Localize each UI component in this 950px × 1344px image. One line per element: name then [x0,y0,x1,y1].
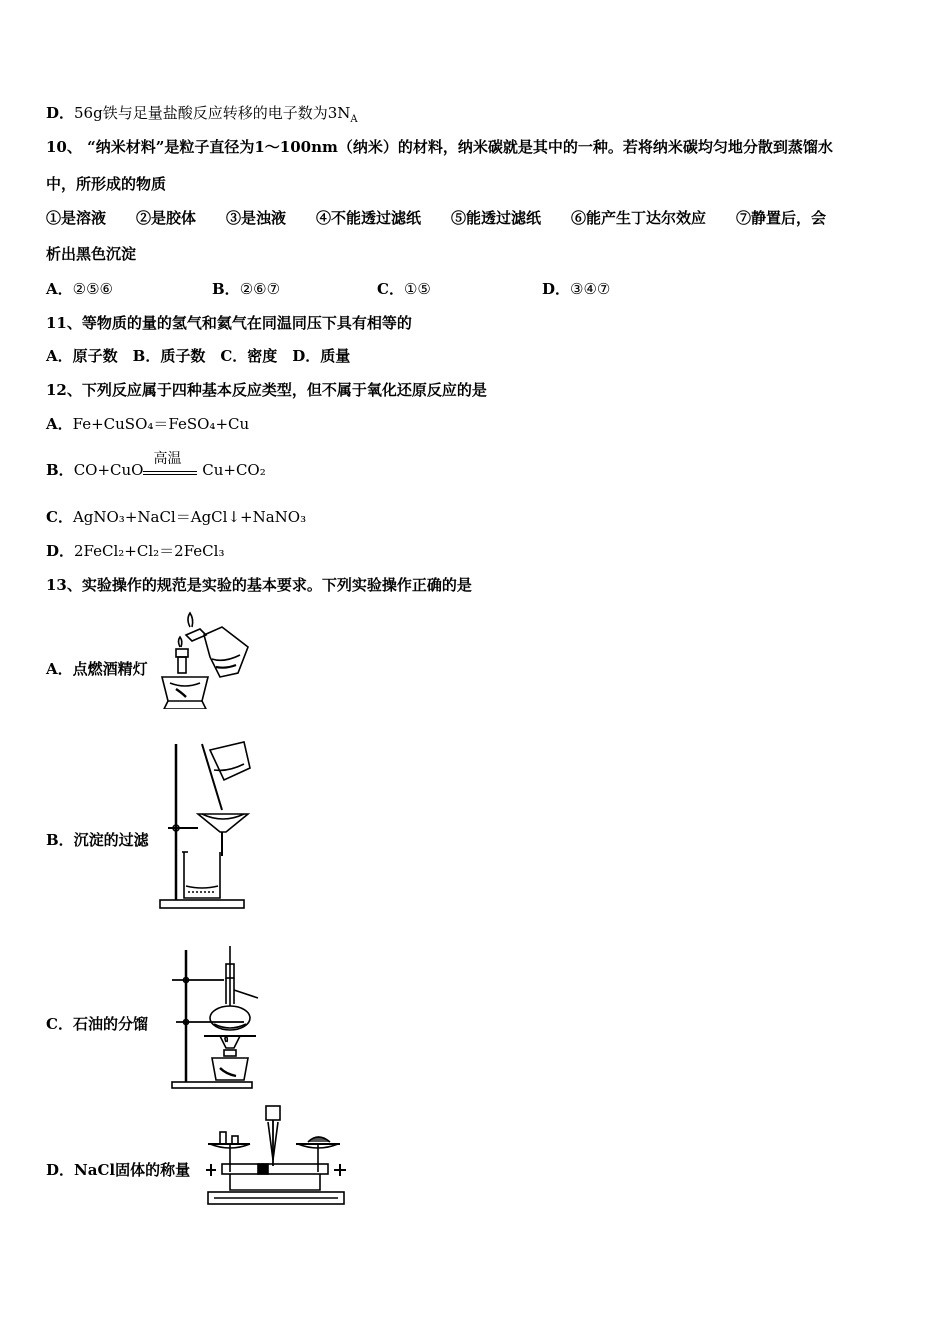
q10-items-line1: ①是溶液 ②是胶体 ③是浊液 ④不能透过滤纸 ⑤能透过滤纸 ⑥能产生丁达尔效应 ⑦静置后，会 [46,209,827,227]
q10-items-line2: 析出黑色沉淀 [46,245,137,263]
q12-option-a-equation: Fe+CuSO₄＝FeSO₄+Cu [72,415,250,433]
q10-option-d-text: ③④⑦ [570,280,611,298]
q12-option-c-label: C． [46,508,73,526]
q10-option-a-label: A． [46,280,73,298]
q10-option-b-text: ②⑥⑦ [239,280,281,298]
q10-option-a[interactable] [46,279,113,299]
q12-condition-label: 高温 [153,451,182,467]
q12-option-b[interactable] [46,451,266,481]
q12-stem: 12、下列反应属于四种基本反应类型，但不属于氧化还原反应的是 [46,381,487,399]
q13-option-a-label[interactable]: A．点燃酒精灯 [46,660,148,678]
q10-option-b[interactable] [212,279,280,299]
q13-option-c-label[interactable]: C．石油的分馏 [46,1015,148,1033]
q12-option-b-label: B． [46,461,74,479]
q12-option-b-right: Cu+CO₂ [202,461,266,479]
q10-option-d[interactable] [542,279,610,299]
q9-option-d-sub: A [350,114,358,125]
q12-option-d[interactable] [46,541,224,561]
q9-option-d-label: D． [46,104,75,122]
filtration-figure [158,740,254,912]
q13-option-b-label[interactable]: B．沉淀的过滤 [46,831,149,849]
q10-option-b-label: B． [212,280,240,298]
alcohol-lamp-lighting-figure [160,605,260,709]
q13-option-d-label[interactable]: D．NaCl固体的称量 [46,1161,191,1179]
balance-weighing-figure [202,1104,350,1208]
q9-option-d [46,103,358,130]
q11-stem: 11、等物质的量的氢气和氦气在同温同压下具有相等的 [46,314,412,332]
q12-option-b-left: CO+CuO [73,461,144,479]
q10-option-c-label: C． [377,280,404,298]
q12-option-c[interactable] [46,507,306,527]
q9-option-d-text: 56g铁与足量盐酸反应转移的电子数为3N [74,104,351,122]
q10-option-c[interactable] [377,279,431,299]
q10-option-d-label: D． [542,280,571,298]
q12-option-d-label: D． [46,542,75,560]
q10-options [46,279,906,299]
q12-option-c-equation: AgNO₃+NaCl＝AgCl↓+NaNO₃ [72,508,307,526]
q10-stem-line1: 10、 “纳米材料”是粒子直径为1～100nm（纳米）的材料，纳米碳就是其中的一种。若将纳米碳均匀地分散到蒸馏水 [46,138,833,156]
q12-high-temp-arrow [143,451,197,481]
q12-option-a-label: A． [46,415,73,433]
q12-option-a[interactable] [46,414,249,434]
distillation-figure [160,944,260,1092]
q10-option-c-text: ①⑤ [403,280,431,298]
q10-option-a-text: ②⑤⑥ [72,280,113,298]
q11-options[interactable]: A．原子数 B．质子数 C．密度 D．质量 [46,347,351,365]
q12-option-d-equation: 2FeCl₂+Cl₂＝2FeCl₃ [74,542,225,560]
q10-stem-line2: 中，所形成的物质 [46,175,167,193]
q13-stem: 13、实验操作的规范是实验的基本要求。下列实验操作正确的是 [46,576,472,594]
